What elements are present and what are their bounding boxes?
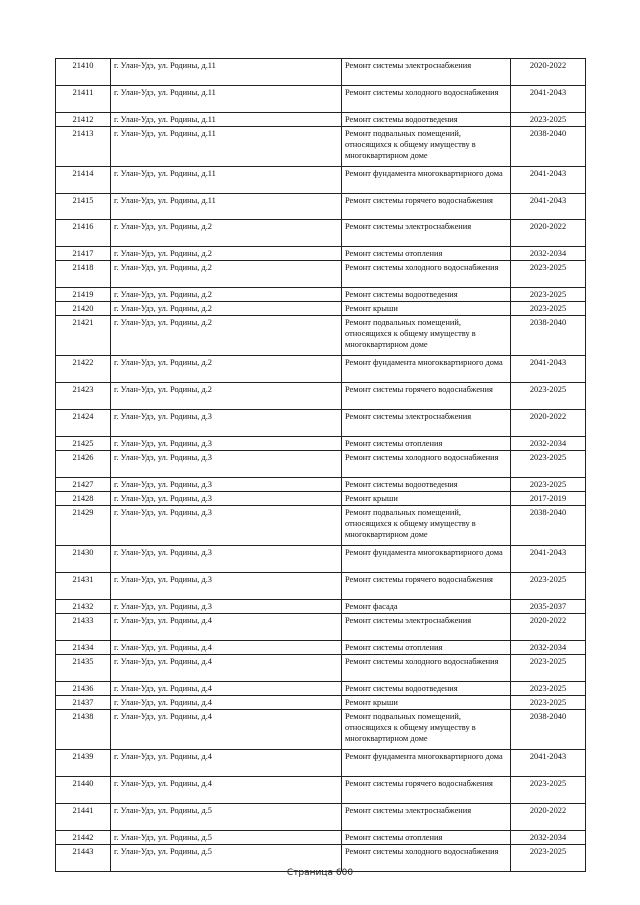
row-number: 21420: [56, 302, 111, 316]
period-cell: 2041-2043: [511, 546, 586, 573]
work-type-cell: Ремонт фасада: [342, 600, 511, 614]
period-cell: 2023-2025: [511, 655, 586, 682]
work-type-cell: Ремонт фундамента многоквартирного дома: [342, 750, 511, 777]
table-row: [56, 383, 586, 410]
row-number: 21424: [56, 410, 111, 437]
table-row: [56, 356, 586, 383]
address-cell: г. Улан-Удэ, ул. Родины, д.11: [111, 194, 342, 220]
row-number: 21412: [56, 113, 111, 127]
table-body: [56, 59, 586, 872]
work-type-cell: Ремонт системы холодного водоснабжения: [342, 451, 511, 478]
work-type-cell: Ремонт системы отопления: [342, 437, 511, 451]
period-cell: 2038-2040: [511, 506, 586, 546]
period-cell: 2023-2025: [511, 261, 586, 288]
address-cell: г. Улан-Удэ, ул. Родины, д.5: [111, 845, 342, 872]
table-row: [56, 220, 586, 247]
row-number: 21415: [56, 194, 111, 220]
work-type-cell: Ремонт системы отопления: [342, 247, 511, 261]
period-cell: 2023-2025: [511, 682, 586, 696]
address-cell: г. Улан-Удэ, ул. Родины, д.2: [111, 247, 342, 261]
table-row: [56, 506, 586, 546]
table-row: [56, 261, 586, 288]
address-cell: г. Улан-Удэ, ул. Родины, д.2: [111, 316, 342, 356]
work-type-cell: Ремонт системы холодного водоснабжения: [342, 86, 511, 113]
period-cell: 2023-2025: [511, 383, 586, 410]
table-row: [56, 316, 586, 356]
row-number: 21430: [56, 546, 111, 573]
work-type-cell: Ремонт подвальных помещений, относящихся к общему имуществу в многоквартирном доме: [342, 506, 511, 546]
work-type-cell: Ремонт крыши: [342, 492, 511, 506]
table-row: [56, 113, 586, 127]
row-number: 21427: [56, 478, 111, 492]
period-cell: 2023-2025: [511, 845, 586, 872]
row-number: 21437: [56, 696, 111, 710]
work-type-cell: Ремонт крыши: [342, 696, 511, 710]
address-cell: г. Улан-Удэ, ул. Родины, д.4: [111, 696, 342, 710]
address-cell: г. Улан-Удэ, ул. Родины, д.2: [111, 261, 342, 288]
row-number: 21431: [56, 573, 111, 600]
address-cell: г. Улан-Удэ, ул. Родины, д.2: [111, 356, 342, 383]
work-type-cell: Ремонт системы электроснабжения: [342, 804, 511, 831]
row-number: 21416: [56, 220, 111, 247]
table-row: [56, 710, 586, 750]
work-type-cell: Ремонт системы холодного водоснабжения: [342, 655, 511, 682]
address-cell: г. Улан-Удэ, ул. Родины, д.3: [111, 573, 342, 600]
table-row: [56, 750, 586, 777]
address-cell: г. Улан-Удэ, ул. Родины, д.3: [111, 478, 342, 492]
row-number: 21417: [56, 247, 111, 261]
address-cell: г. Улан-Удэ, ул. Родины, д.2: [111, 302, 342, 316]
address-cell: г. Улан-Удэ, ул. Родины, д.4: [111, 710, 342, 750]
work-type-cell: Ремонт крыши: [342, 302, 511, 316]
work-type-cell: Ремонт системы горячего водоснабжения: [342, 194, 511, 220]
table-row: [56, 167, 586, 194]
row-number: 21434: [56, 641, 111, 655]
address-cell: г. Улан-Удэ, ул. Родины, д.2: [111, 288, 342, 302]
row-number: 21413: [56, 127, 111, 167]
period-cell: 2035-2037: [511, 600, 586, 614]
address-cell: г. Улан-Удэ, ул. Родины, д.2: [111, 383, 342, 410]
period-cell: 2032-2034: [511, 437, 586, 451]
table-row: [56, 682, 586, 696]
table-row: [56, 573, 586, 600]
period-cell: 2032-2034: [511, 641, 586, 655]
row-number: 21443: [56, 845, 111, 872]
period-cell: 2023-2025: [511, 573, 586, 600]
address-cell: г. Улан-Удэ, ул. Родины, д.5: [111, 804, 342, 831]
address-cell: г. Улан-Удэ, ул. Родины, д.5: [111, 831, 342, 845]
period-cell: 2041-2043: [511, 86, 586, 113]
work-type-cell: Ремонт системы водоотведения: [342, 682, 511, 696]
period-cell: 2023-2025: [511, 288, 586, 302]
period-cell: 2023-2025: [511, 302, 586, 316]
work-type-cell: Ремонт системы горячего водоснабжения: [342, 573, 511, 600]
row-number: 21418: [56, 261, 111, 288]
work-type-cell: Ремонт системы отопления: [342, 641, 511, 655]
period-cell: 2017-2019: [511, 492, 586, 506]
period-cell: 2023-2025: [511, 478, 586, 492]
period-cell: 2032-2034: [511, 247, 586, 261]
period-cell: 2041-2043: [511, 194, 586, 220]
period-cell: 2038-2040: [511, 127, 586, 167]
period-cell: 2020-2022: [511, 410, 586, 437]
address-cell: г. Улан-Удэ, ул. Родины, д.11: [111, 86, 342, 113]
row-number: 21428: [56, 492, 111, 506]
table-row: [56, 655, 586, 682]
address-cell: г. Улан-Удэ, ул. Родины, д.3: [111, 546, 342, 573]
work-type-cell: Ремонт системы водоотведения: [342, 288, 511, 302]
table-row: [56, 492, 586, 506]
table-row: [56, 696, 586, 710]
row-number: 21429: [56, 506, 111, 546]
address-cell: г. Улан-Удэ, ул. Родины, д.3: [111, 437, 342, 451]
address-cell: г. Улан-Удэ, ул. Родины, д.4: [111, 614, 342, 641]
table-row: [56, 302, 586, 316]
address-cell: г. Улан-Удэ, ул. Родины, д.3: [111, 600, 342, 614]
row-number: 21435: [56, 655, 111, 682]
row-number: 21421: [56, 316, 111, 356]
work-type-cell: Ремонт подвальных помещений, относящихся к общему имуществу в многоквартирном доме: [342, 316, 511, 356]
table-row: [56, 641, 586, 655]
work-type-cell: Ремонт системы электроснабжения: [342, 220, 511, 247]
work-type-cell: Ремонт фундамента многоквартирного дома: [342, 546, 511, 573]
work-type-cell: Ремонт системы холодного водоснабжения: [342, 845, 511, 872]
work-type-cell: Ремонт подвальных помещений, относящихся к общему имуществу в многоквартирном доме: [342, 710, 511, 750]
address-cell: г. Улан-Удэ, ул. Родины, д.3: [111, 506, 342, 546]
row-number: 21426: [56, 451, 111, 478]
address-cell: г. Улан-Удэ, ул. Родины, д.11: [111, 59, 342, 86]
table-row: [56, 614, 586, 641]
address-cell: г. Улан-Удэ, ул. Родины, д.4: [111, 682, 342, 696]
row-number: 21438: [56, 710, 111, 750]
row-number: 21414: [56, 167, 111, 194]
work-type-cell: Ремонт системы электроснабжения: [342, 410, 511, 437]
table-row: [56, 410, 586, 437]
table-row: [56, 451, 586, 478]
table-row: [56, 777, 586, 804]
address-cell: г. Улан-Удэ, ул. Родины, д.3: [111, 451, 342, 478]
table-row: [56, 546, 586, 573]
period-cell: 2020-2022: [511, 804, 586, 831]
address-cell: г. Улан-Удэ, ул. Родины, д.2: [111, 220, 342, 247]
work-type-cell: Ремонт системы горячего водоснабжения: [342, 383, 511, 410]
row-number: 21433: [56, 614, 111, 641]
table-row: [56, 288, 586, 302]
work-type-cell: Ремонт системы водоотведения: [342, 113, 511, 127]
work-type-cell: Ремонт системы электроснабжения: [342, 59, 511, 86]
row-number: 21410: [56, 59, 111, 86]
address-cell: г. Улан-Удэ, ул. Родины, д.4: [111, 777, 342, 804]
row-number: 21440: [56, 777, 111, 804]
work-type-cell: Ремонт фундамента многоквартирного дома: [342, 167, 511, 194]
work-type-cell: Ремонт подвальных помещений, относящихся к общему имуществу в многоквартирном доме: [342, 127, 511, 167]
table-row: [56, 194, 586, 220]
period-cell: 2020-2022: [511, 614, 586, 641]
row-number: 21441: [56, 804, 111, 831]
row-number: 21439: [56, 750, 111, 777]
address-cell: г. Улан-Удэ, ул. Родины, д.11: [111, 167, 342, 194]
table-row: [56, 86, 586, 113]
period-cell: 2032-2034: [511, 831, 586, 845]
address-cell: г. Улан-Удэ, ул. Родины, д.11: [111, 113, 342, 127]
table-row: [56, 437, 586, 451]
row-number: 21442: [56, 831, 111, 845]
address-cell: г. Улан-Удэ, ул. Родины, д.11: [111, 127, 342, 167]
table-row: [56, 478, 586, 492]
table-row: [56, 600, 586, 614]
row-number: 21436: [56, 682, 111, 696]
period-cell: 2023-2025: [511, 777, 586, 804]
period-cell: 2038-2040: [511, 316, 586, 356]
period-cell: 2023-2025: [511, 696, 586, 710]
period-cell: 2023-2025: [511, 113, 586, 127]
period-cell: 2023-2025: [511, 451, 586, 478]
page-number: Страница 600: [286, 868, 354, 878]
period-cell: 2041-2043: [511, 750, 586, 777]
row-number: 21422: [56, 356, 111, 383]
address-cell: г. Улан-Удэ, ул. Родины, д.4: [111, 641, 342, 655]
period-cell: 2020-2022: [511, 59, 586, 86]
address-cell: г. Улан-Удэ, ул. Родины, д.4: [111, 750, 342, 777]
row-number: 21423: [56, 383, 111, 410]
repair-schedule-table: [55, 58, 586, 872]
address-cell: г. Улан-Удэ, ул. Родины, д.3: [111, 410, 342, 437]
work-type-cell: Ремонт системы электроснабжения: [342, 614, 511, 641]
address-cell: г. Улан-Удэ, ул. Родины, д.4: [111, 655, 342, 682]
period-cell: 2038-2040: [511, 710, 586, 750]
address-cell: г. Улан-Удэ, ул. Родины, д.3: [111, 492, 342, 506]
work-type-cell: Ремонт системы водоотведения: [342, 478, 511, 492]
table-row: [56, 831, 586, 845]
table-row: [56, 127, 586, 167]
work-type-cell: Ремонт системы горячего водоснабжения: [342, 777, 511, 804]
period-cell: 2020-2022: [511, 220, 586, 247]
work-type-cell: Ремонт системы отопления: [342, 831, 511, 845]
row-number: 21425: [56, 437, 111, 451]
work-type-cell: Ремонт системы холодного водоснабжения: [342, 261, 511, 288]
period-cell: 2041-2043: [511, 167, 586, 194]
period-cell: 2041-2043: [511, 356, 586, 383]
table-row: [56, 247, 586, 261]
row-number: 21411: [56, 86, 111, 113]
table-row: [56, 59, 586, 86]
row-number: 21419: [56, 288, 111, 302]
table-row: [56, 804, 586, 831]
row-number: 21432: [56, 600, 111, 614]
work-type-cell: Ремонт фундамента многоквартирного дома: [342, 356, 511, 383]
